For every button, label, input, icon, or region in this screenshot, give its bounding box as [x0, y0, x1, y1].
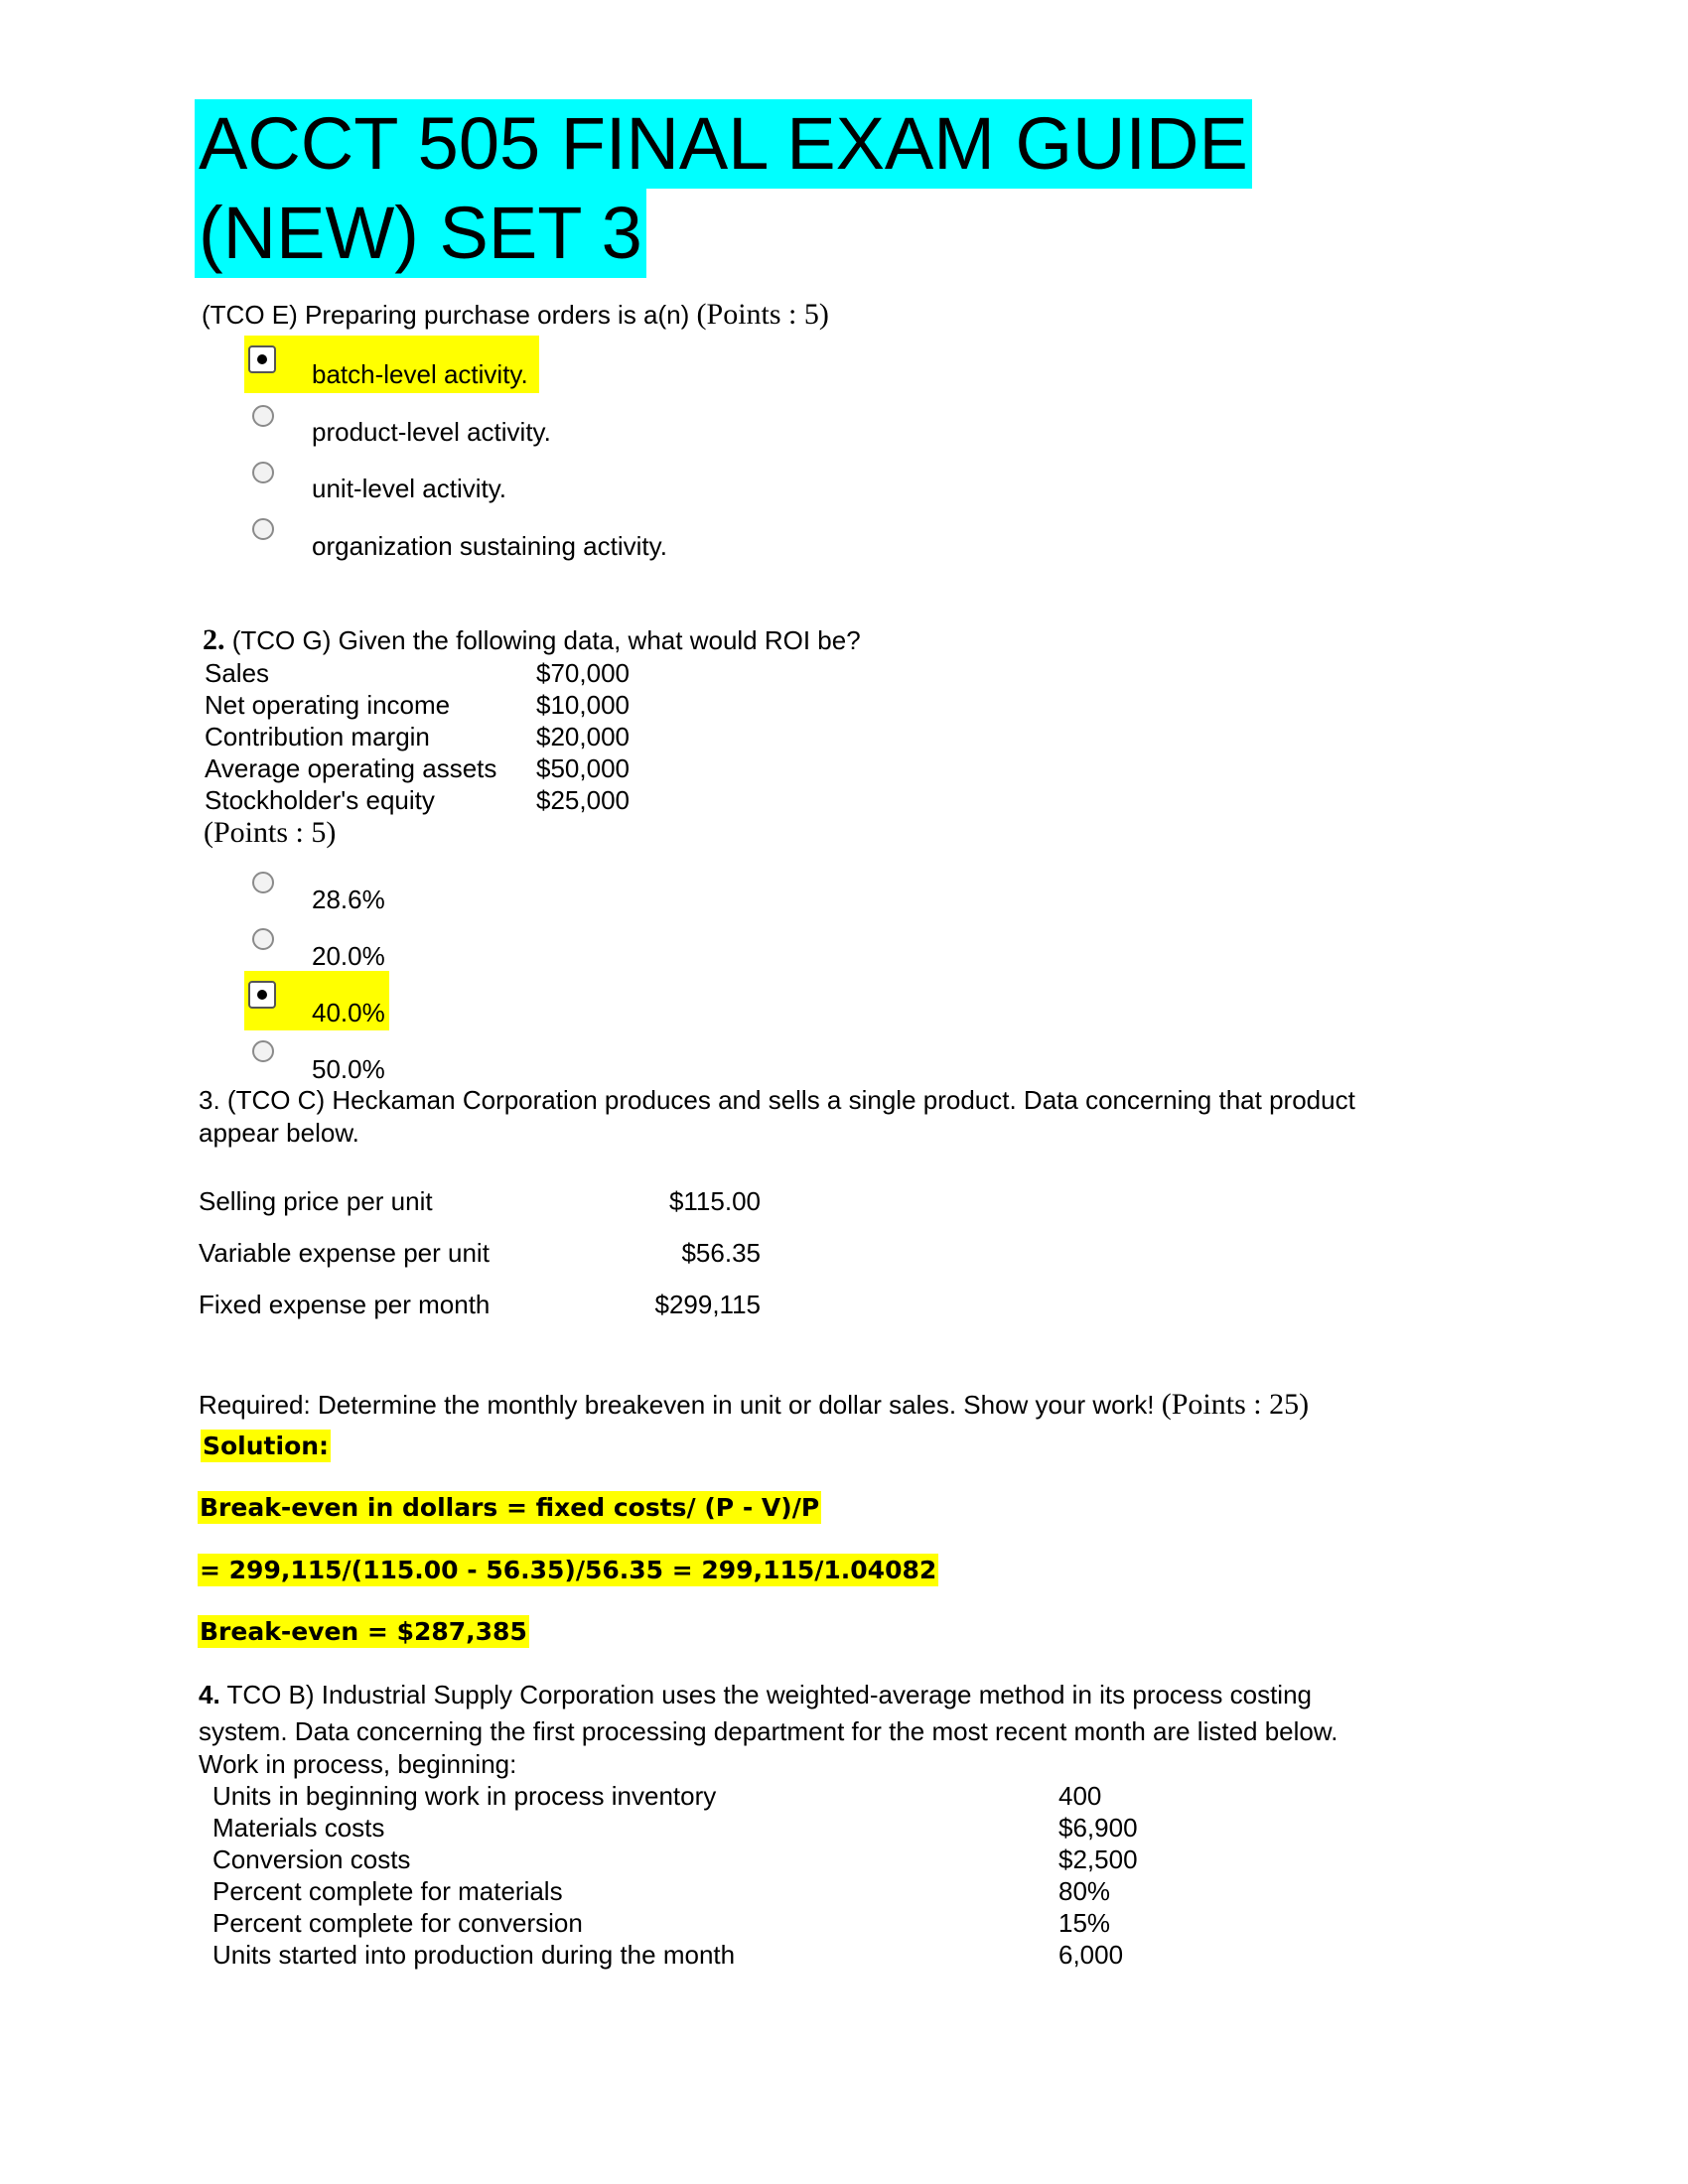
- q4-data-label: Materials costs: [212, 1813, 385, 1843]
- q1-option-2-label: product-level activity.: [312, 417, 551, 447]
- solution-line: Break-even = $287,385: [200, 1617, 527, 1646]
- q1-option-4-label: organization sustaining activity.: [312, 531, 667, 561]
- question-2-prompt: (TCO G) Given the following data, what would ROI be?: [231, 625, 861, 655]
- q4-data-label: Percent complete for conversion: [212, 1908, 583, 1938]
- q4-data-label: Units in beginning work in process inventory: [212, 1781, 717, 1811]
- question-2-number: 2.: [203, 623, 225, 656]
- q1-option-1-label: batch-level activity.: [312, 359, 528, 389]
- q2-option-4-label: 50.0%: [312, 1054, 385, 1084]
- q2-data-label: Sales: [205, 658, 270, 688]
- q4-data-value: 80%: [1058, 1876, 1111, 1906]
- q2-data-label: Stockholder's equity: [205, 785, 435, 815]
- q3-data-label: Variable expense per unit: [199, 1238, 490, 1268]
- q1-option-2-radio[interactable]: [252, 405, 274, 427]
- q3-data-label: Selling price per unit: [199, 1186, 433, 1216]
- q4-data-value: $2,500: [1058, 1844, 1138, 1874]
- solution-label: Solution:: [203, 1432, 330, 1460]
- q4-data-value: 15%: [1058, 1908, 1111, 1938]
- question-4-subheading: Work in process, beginning:: [199, 1749, 517, 1779]
- q2-option-3-radio[interactable]: [248, 981, 276, 1009]
- q1-option-1-radio[interactable]: [248, 345, 276, 373]
- question-2-text: [203, 623, 861, 657]
- q2-option-4-radio[interactable]: [252, 1040, 274, 1062]
- q4-data-value: 400: [1058, 1781, 1102, 1811]
- question-1-points: (Points : 5): [696, 298, 829, 331]
- page-title-line-2: (NEW) SET 3: [195, 189, 646, 278]
- question-2-points: (Points : 5): [204, 816, 337, 849]
- question-4-number: 4.: [199, 1680, 220, 1709]
- solution-line: Break-even in dollars = fixed costs/ (P - V)/P: [200, 1493, 820, 1522]
- q3-data-label: Fixed expense per month: [199, 1290, 491, 1319]
- q3-data-value: $299,115: [654, 1290, 761, 1319]
- question-4-prompt: TCO B) Industrial Supply Corporation uses the weighted-average method in its process costing: [226, 1680, 1312, 1709]
- q4-data-value: 6,000: [1058, 1940, 1124, 1970]
- q2-option-3-label: 40.0%: [312, 998, 385, 1027]
- question-3-text-line-2: appear below.: [199, 1118, 359, 1148]
- q3-data-value: $56.35: [681, 1238, 761, 1268]
- q4-data-label: Percent complete for materials: [212, 1876, 563, 1906]
- q1-option-4-radio[interactable]: [252, 518, 274, 540]
- question-3-text-line-1: 3. (TCO C) Heckaman Corporation produces and sells a single product. Data concerning that product: [199, 1085, 1355, 1115]
- question-4-text-line-2: system. Data concerning the first processing department for the most recent month are listed below.: [199, 1716, 1338, 1746]
- question-3-required: [199, 1388, 1309, 1422]
- q1-option-3-radio[interactable]: [252, 462, 274, 483]
- question-1-text: [202, 298, 829, 332]
- q4-data-value: $6,900: [1058, 1813, 1138, 1843]
- q4-data-label: Conversion costs: [212, 1844, 411, 1874]
- q1-option-3-label: unit-level activity.: [312, 474, 507, 503]
- q2-data-value: $70,000: [536, 658, 630, 688]
- q2-option-1-radio[interactable]: [252, 872, 274, 893]
- q2-data-value: $10,000: [536, 690, 630, 720]
- q2-data-label: Contribution margin: [205, 722, 430, 751]
- q2-data-value: $50,000: [536, 753, 630, 783]
- q2-data-value: $20,000: [536, 722, 630, 751]
- solution-line: = 299,115/(115.00 - 56.35)/56.35 = 299,115/1.04082: [200, 1556, 937, 1584]
- question-4-text-line-1: [199, 1680, 1312, 1710]
- question-3-points: (Points : 25): [1161, 1388, 1310, 1421]
- page-title-line-1: ACCT 505 FINAL EXAM GUIDE: [195, 99, 1252, 189]
- q4-data-label: Units started into production during the month: [212, 1940, 736, 1970]
- q2-option-1-label: 28.6%: [312, 885, 385, 914]
- question-3-required-text: Required: Determine the monthly breakeven in unit or dollar sales. Show your work!: [199, 1390, 1155, 1420]
- q2-option-2-label: 20.0%: [312, 941, 385, 971]
- q2-data-label: Net operating income: [205, 690, 451, 720]
- q2-data-label: Average operating assets: [205, 753, 497, 783]
- question-1-prompt: (TCO E) Preparing purchase orders is a(n): [202, 300, 690, 330]
- q3-data-value: $115.00: [668, 1186, 761, 1216]
- q2-option-2-radio[interactable]: [252, 928, 274, 950]
- q2-data-value: $25,000: [536, 785, 630, 815]
